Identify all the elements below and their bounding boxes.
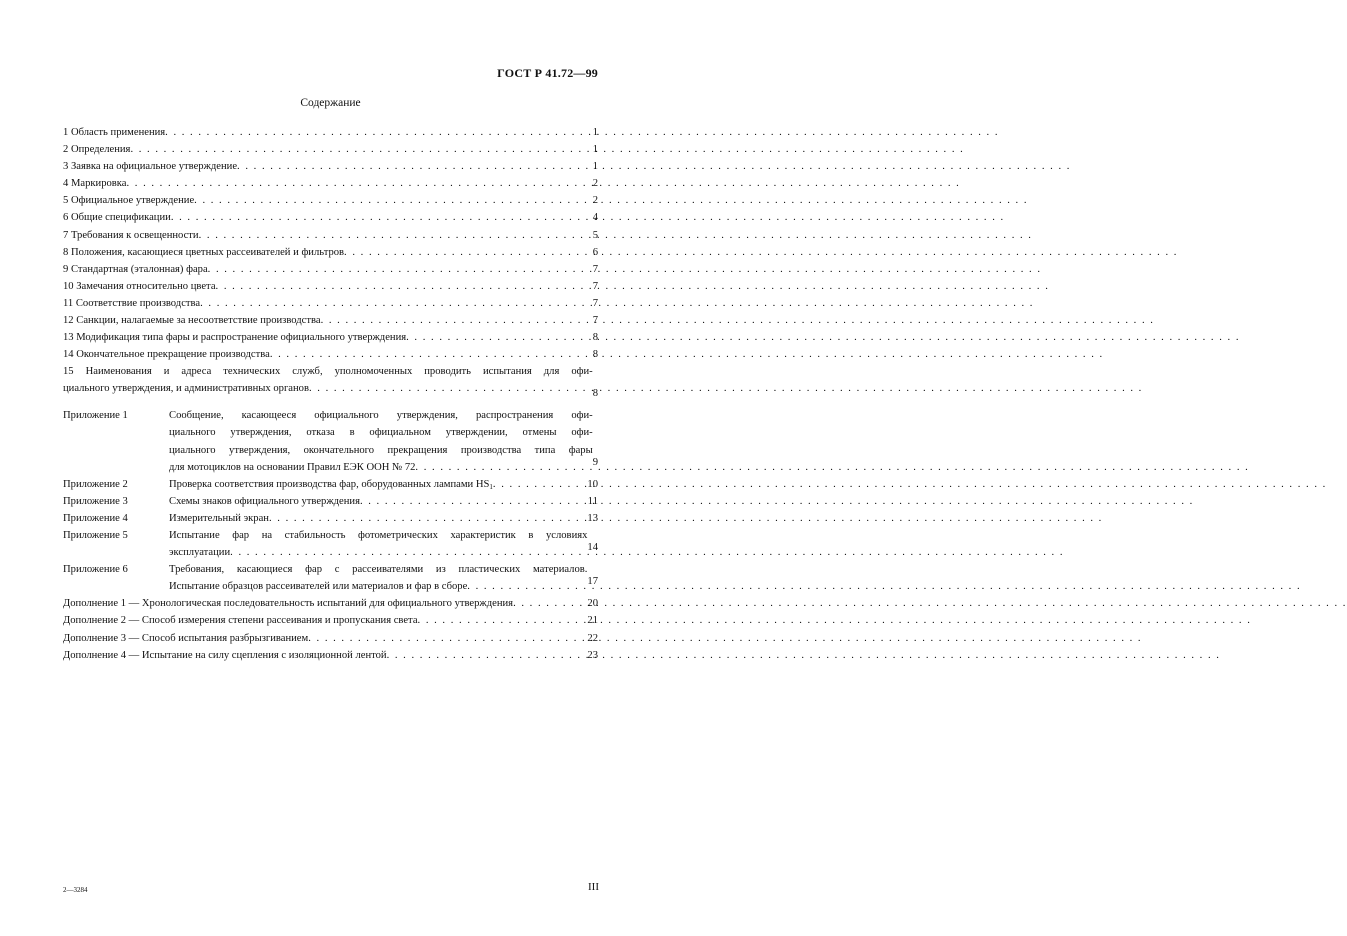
- section-title: Официальное утверждение: [70, 195, 195, 207]
- annex-title-line: Измерительный экран: [169, 512, 269, 524]
- section-number: 11: [63, 297, 74, 309]
- supplement-title: — Испытание на силу сцепления с изоляционной лентой: [128, 649, 387, 661]
- section-title: Соответствие производства: [75, 297, 201, 309]
- section-number: 3: [63, 161, 69, 173]
- annex-label: Приложение 5: [63, 529, 128, 541]
- section-number: 12: [63, 315, 74, 327]
- page-number: 7: [592, 315, 598, 327]
- toc-annex[interactable]: [63, 510, 598, 527]
- supplement-title: — Хронологическая последовательность испытаний для официального утверждения: [128, 598, 514, 610]
- toc-entry[interactable]: [63, 363, 598, 407]
- page-number: 13: [587, 512, 598, 524]
- annex-label: Приложение 4: [63, 512, 128, 524]
- page-number: 7: [592, 280, 598, 292]
- page-number: 22: [587, 632, 598, 644]
- page-number: 10: [587, 478, 598, 490]
- subscript: 1: [489, 482, 493, 491]
- toc-entry[interactable]: [63, 227, 598, 244]
- section-number: 13: [63, 332, 74, 344]
- page-number: 8: [592, 332, 598, 344]
- section-number: 10: [63, 280, 74, 292]
- page-number: 17: [587, 576, 598, 588]
- section-number: 1: [63, 127, 69, 138]
- annex-label: Приложение 6: [63, 564, 128, 576]
- section-title: Заявка на официальное утверждение: [70, 161, 238, 173]
- section-title: Модификация типа фары и распространение официального утверждения: [76, 332, 407, 344]
- page-number: 11: [587, 495, 598, 507]
- supplement-label: Дополнение 1: [63, 598, 126, 610]
- section-number: 9: [63, 263, 69, 275]
- page-number: 21: [587, 615, 598, 627]
- toc-entry[interactable]: [63, 329, 598, 346]
- toc-entry[interactable]: [63, 175, 598, 192]
- toc-entry[interactable]: [63, 244, 598, 261]
- toc-entry[interactable]: [63, 124, 598, 141]
- annex-label: Приложение 2: [63, 478, 128, 490]
- table-of-contents: [63, 124, 598, 664]
- page-number: 23: [587, 649, 598, 661]
- annex-title-line: для мотоциклов на основании Правил ЕЭК ООН № 72: [169, 461, 416, 473]
- section-title: Область применения: [70, 127, 166, 138]
- toc-entry[interactable]: [63, 278, 598, 295]
- toc-entry[interactable]: [63, 192, 598, 209]
- supplement-label: Дополнение 4: [63, 649, 126, 661]
- annex-title-line: Требования, касающиеся фар с рассеивателями из пластических материалов.: [169, 564, 588, 576]
- annex-title-line: циального утверждения, окончательного прекращения производства типа фары: [169, 444, 593, 456]
- page-number: 14: [587, 542, 598, 554]
- page-number: 20: [587, 598, 598, 610]
- section-title: Положения, касающиеся цветных рассеивателей и фильтров: [70, 246, 345, 258]
- section-title: Требования к освещенности: [70, 229, 199, 241]
- section-number: 5: [63, 195, 69, 207]
- section-title: Маркировка: [70, 178, 127, 190]
- supplement-label: Дополнение 3: [63, 632, 126, 644]
- toc-entry[interactable]: [63, 346, 598, 363]
- toc-entry[interactable]: [63, 295, 598, 312]
- annex-label: Приложение 3: [63, 495, 128, 507]
- page-number: 2: [592, 178, 598, 190]
- toc-entry[interactable]: [63, 261, 598, 278]
- toc-supplement[interactable]: [63, 612, 598, 629]
- section-number: 4: [63, 178, 69, 190]
- section-title-line2: циального утверждения, и административных органов: [63, 383, 309, 395]
- section-title: Окончательное прекращение производства: [76, 349, 270, 361]
- page-number: 4: [592, 212, 598, 224]
- section-number: 15: [63, 366, 74, 378]
- section-title: Определения: [70, 144, 131, 156]
- supplement-title: — Способ испытания разбрызгиванием: [128, 632, 309, 644]
- section-title: Санкции, налагаемые за несоответствие производства: [76, 315, 321, 327]
- annex-title-line: Проверка соответствия производства фар, оборудованных лампами HS: [169, 478, 490, 490]
- page-number: 1: [592, 127, 598, 138]
- annex-title-line: циального утверждения, отказа в официальном утверждении, отмены офи-: [169, 427, 593, 439]
- section-number: 6: [63, 212, 69, 224]
- section-title: Стандартная (эталонная) фара: [70, 263, 208, 275]
- page-number: 5: [592, 229, 598, 241]
- toc-annex[interactable]: [63, 493, 598, 510]
- toc-annex[interactable]: [63, 527, 598, 561]
- section-number: 8: [63, 246, 69, 258]
- supplement-title: — Способ измерения степени рассеивания и пропускания света: [128, 615, 418, 627]
- section-title-line1: Наименования и адреса технических служб, уполномоченных проводить испытания для офи-: [85, 366, 593, 378]
- section-number: 2: [63, 144, 69, 156]
- section-number: 14: [63, 349, 74, 361]
- page-number: 6: [592, 246, 598, 258]
- standard-code: ГОСТ Р 41.72—99: [497, 66, 598, 80]
- print-code: 2—3284: [63, 886, 88, 894]
- page-number: 1: [592, 161, 598, 173]
- page-title: Содержание: [300, 97, 361, 109]
- page-number: 9: [592, 456, 598, 468]
- page-number: 7: [592, 263, 598, 275]
- toc-entry[interactable]: [63, 158, 598, 175]
- supplement-label: Дополнение 2: [63, 615, 126, 627]
- page-number: 1: [592, 144, 598, 156]
- toc-supplement[interactable]: [63, 595, 598, 612]
- section-title: Общие спецификации: [70, 212, 171, 224]
- page-number-roman: III: [588, 881, 599, 893]
- annex-title-line: Испытание фар на стабильность фотометрических характеристик в условиях: [169, 529, 588, 541]
- annex-title-line: эксплуатации: [169, 547, 231, 559]
- page-number: 8: [592, 349, 598, 361]
- annex-label: Приложение 1: [63, 410, 128, 422]
- page-number: 7: [592, 297, 598, 309]
- section-title: Замечания относительно цвета: [76, 280, 216, 292]
- annex-title-line: Схемы знаков официального утверждения: [169, 495, 360, 507]
- page-number: 8: [592, 388, 598, 400]
- section-number: 7: [63, 229, 69, 241]
- toc-annex[interactable]: [63, 407, 598, 475]
- toc-entry[interactable]: [63, 209, 598, 226]
- toc-supplement[interactable]: [63, 630, 598, 647]
- annex-title-line: Испытание образцов рассеивателей или материалов и фар в сборе: [169, 581, 468, 593]
- annex-title-line: Сообщение, касающееся официального утверждения, распространения офи-: [169, 410, 593, 422]
- toc-supplement[interactable]: [63, 647, 598, 664]
- toc-entry[interactable]: [63, 141, 598, 158]
- page-number: 2: [592, 195, 598, 207]
- toc-entry[interactable]: [63, 312, 598, 329]
- toc-annex[interactable]: [63, 561, 598, 595]
- toc-annex[interactable]: [63, 476, 598, 493]
